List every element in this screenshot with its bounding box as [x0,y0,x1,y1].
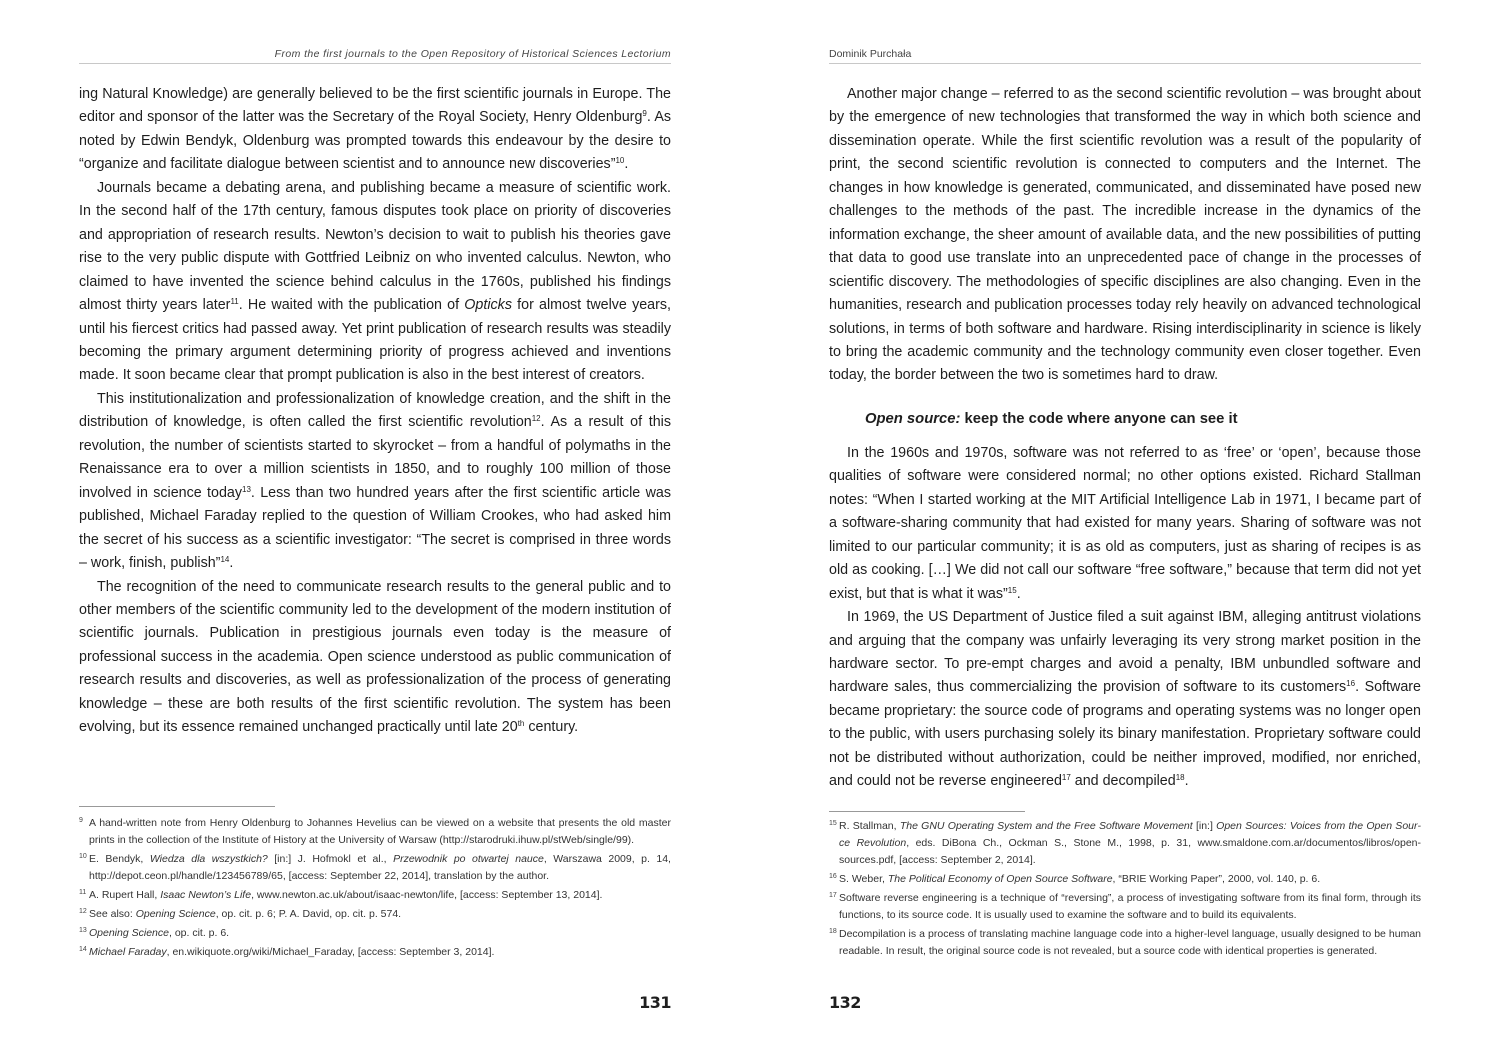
footnote-marker: 15 [1007,585,1017,595]
footnote-number: 16 [829,873,837,880]
paragraph-group [829,83,1421,388]
footnote-marker: 10 [615,156,625,166]
text-run: . As a result of this revolution, the number of scientists started to skyrocket – from a handful of polymaths in the Renaissance era to over a million scientists in 1850, and to roughly 100 million of those involved in science today [79,414,672,501]
footnote-number: 14 [79,946,87,953]
text-run: A hand-written note from Henry Oldenburg to Johannes Hevelius can be viewed on a website that presents the old master prints in the collection of the Institute of History at the University of Warsaw (http://starodruki.ihuw.pl/stWeb/single/99). [89,817,671,846]
italic-text: The Political Economy of Open Source Software [887,873,1113,885]
italic-text: Michael Faraday [89,946,167,958]
footnote-number: 17 [829,892,837,899]
footnote-text [839,818,1421,869]
text-run: for almost twelve years, until his fiercest critics had passed away. Yet print publication of research results was steadily becoming the primary argument determining priority of progress achieved and inventions made. It soon became clear that prompt publication is also in the best interest of creators. [79,297,672,384]
italic-text: The GNU Operating System and the Free Software Movement [899,820,1193,832]
text-run: Decompilation is a process of translating machine language code into a higher-level language, usually designed to be human readable. In result, the original source code is not revealed, but a source code with identical properties is generated. [839,928,1421,957]
footnote-number: 13 [79,927,87,934]
italic-text: Isaac Newton’s Life [160,889,252,901]
footnote-number: 10 [79,853,87,860]
footnote-text [839,926,1421,960]
italic-text: Opticks [464,297,512,314]
footnote [79,944,671,961]
body-text [829,83,1421,794]
section-heading-text: keep the code where anyone can see it [960,410,1238,427]
footnote-number: 11 [79,889,87,896]
text-run: Another major change – referred to as the second scientific revolution – was brought about by the emergence of new technologies that transformed the way in which both science and dissemination operate. While the first scientific revolution was a result of the popularity of print, the second scientific revolution is connected to computers and the Internet. The changes in how knowledge is generated, communicated, and disseminated have posed new challenges to the methods of the past. The incredible increase in the dynamics of the information exchange, the sheer amount of available data, and the new possibilities of putting that data to good use translate into an unprecedented pace of change in the processes of scientific discovery. The methodologies of specific disciplines are also changing. Even in the humanities, research and publication processes today rely heavily on advanced technological solutions, in terms of both software and hardware. Rising interdisciplinarity in science is likely to bring the academic community and the technology community even closer together. Even today, the border between the two is sometimes hard to draw. [829,86,1421,384]
text-run: . As noted by Edwin Bendyk, Oldenburg was prompted towards this endeavour by the desire to “organize and facilitate dialogue between scientist and to announce new discoveries” [79,109,671,173]
footnotes [829,818,1421,962]
text-run: S. Weber, [839,873,888,885]
footnote-number: 9 [79,817,83,824]
text-run: Software reverse engineering is a technique of “reversing”, a process of investigating software from its final form, through its functions, to its source code. It is usually used to examine the software and to build its equivalents. [839,892,1421,921]
paragraph [829,442,1421,606]
footnote-number: 15 [829,820,837,827]
text-run: . [1184,773,1189,790]
text-run: In the 1960s and 1970s, software was not referred to as ‘free’ or ‘open’, because those qualities of software were considered normal; no other options existed. Richard Stallman notes: “When I started working at the MIT Artificial Intelligence Lab in 1971, I became part of a software-sharing community that had existed for many years. Sharing of software was not limited to our particular community; it is as old as computers, just as sharing of recipes is as old as cooking. […] We did not call our software “free software,” because that term did not yet exist, but that is what it was” [829,444,1421,602]
text-run: , en.wikiquote.org/wiki/Michael_Faraday, [access: September 3, 2014]. [166,946,495,958]
text-run: . [624,156,629,173]
footnote-text [839,890,1421,924]
footnote-text [89,851,671,885]
footnote [79,925,671,942]
page-number: 132 [829,993,861,1012]
text-run: , Warszawa 2009, p. 14, http://depot.ceon.pl/handle/123456789/65, [access: September 22, 2014], translation by the author. [89,853,671,882]
text-run: A. Rupert Hall, [89,889,161,901]
footnote-number: 12 [79,908,87,915]
footnote-text [839,871,1421,888]
paragraph [829,83,1421,388]
text-run: [in:] J. Hofmokl et al., [267,853,394,865]
italic-text: Opening Science [135,908,216,920]
page-number: 131 [639,993,671,1012]
text-run: and decompiled [1070,773,1176,790]
section-heading [865,408,1421,430]
footnote-marker: 16 [1346,679,1356,689]
paragraph [79,388,671,576]
text-run: , “BRIE Working Paper”, 2000, vol. 140, p. 6. [1112,873,1321,885]
italic-text: Przewodnik po otwartej nauce [393,853,544,865]
paragraph [829,606,1421,794]
paragraph [79,83,671,177]
text-run: , www.newton.ac.uk/about/isaac-newton/life, [access: September 13, 2014]. [251,889,603,901]
text-run: The recognition of the need to communicate research results to the general public and to other members of the scientific community led to the development of the modern institution of scientific journals. Publication in prestigious journals even today is the measure of professional success in the academia. Open science understood as public communication of research results and discoveries, as well as professionalization of the process of generating knowledge – these are both results of the first scientific revolution. The system has been evolving, but its essence remained unchanged practically until late 20 [79,578,671,736]
footnote [829,890,1421,924]
footnote-separator [79,806,275,807]
footnote [79,887,671,904]
italic-text: Opening Science [89,927,169,939]
footnote [829,871,1421,888]
footnote-marker: 13 [242,484,251,494]
footnote [79,851,671,885]
paragraph-group [829,442,1421,794]
footnote-marker: th [517,719,525,729]
text-run: century. [524,719,579,736]
footnote-marker: 11 [230,297,239,307]
footnote [79,815,671,849]
footnote-marker: 18 [1175,773,1185,783]
footnote-text [89,906,671,923]
text-run: . Less than two hundred years after the first scientific article was published, Michael Faraday replied to the question of William Crookes, who had asked him the secret of his success as a scientific investigator: “The secret is comprised in three words – work, finish, publish” [79,484,671,572]
text-run: , op. cit. p. 6. [168,927,230,939]
body-text [79,83,671,740]
text-run: See also: [89,908,136,920]
left-page [79,0,671,1062]
footnote-text [89,925,671,942]
footnote-number: 18 [829,928,837,935]
text-run: ing Natural Knowledge) are generally believed to be the first scientific journals in Europe. The editor and sponsor of the latter was the Secretary of the Royal Society, Henry Oldenburg [79,86,671,126]
text-run: Journals became a debating arena, and publishing became a measure of scientific work. In the second half of the 17th century, famous disputes took place on priority of discoveries and appropriation of research results. Newton’s decision to wait to publish his theories gave rise to the very public dispute with Gottfried Leibniz on who invented calculus. Newton, who claimed to have invented the science behind calculus in the 1760s, published his findings almost thirty years later [79,179,671,314]
paragraph [79,576,671,740]
footnote [79,906,671,923]
italic-text: Wiedza dla wszystkich? [149,853,268,865]
footnote-text [89,887,671,904]
footnote-marker: 17 [1061,773,1071,783]
paragraph [79,177,671,388]
running-header: Dominik Purchała [829,48,1421,64]
text-run: , op. cit. p. 6; P. A. David, op. cit. p. 574. [215,908,402,920]
italic-text: Open Sources: Voices from the Open Source Revolution [839,820,1421,849]
text-run: . He waited with the publication of [238,297,465,314]
footnotes [79,815,671,963]
text-run: This institutionalization and professionalization of knowledge creation, and the shift in the distribution of knowledge, is often called the first scientific revolution [79,390,671,431]
text-run: . [229,555,234,572]
footnote-marker: 12 [531,414,541,424]
right-page [829,0,1421,1062]
footnote-text [89,815,671,849]
footnote-marker: 14 [220,555,230,565]
running-header: From the first journals to the Open Repository of Historical Sciences Lectorium [79,48,671,64]
footnote-separator [829,811,1025,812]
footnote [829,926,1421,960]
text-run: In 1969, the US Department of Justice filed a suit against IBM, alleging antitrust violations and arguing that the company was unfairly leveraging its very strong market position in the hardware sector. To pre-empt charges and avoid a penalty, IBM unbundled software and hardware sales, thus commercializing the provision of software to its customers [829,609,1421,696]
section-heading-emphasis: Open source: [865,410,961,427]
text-run: [in:] [1192,820,1217,832]
text-run: . [1016,585,1021,602]
text-run: R. Stallman, [839,820,900,832]
footnote-marker: 9 [642,109,647,119]
text-run: , eds. DiBona Ch., Ockman S., Stone M., 1998, p. 31, www.smaldone.com.ar/documentos/libros/opensources.pdf, [access: September 2, 2014]. [839,837,1421,866]
text-run: E. Bendyk, [89,853,150,865]
footnote [829,818,1421,869]
footnote-text [89,944,671,961]
text-run: . Software became proprietary: the source code of programs and operating systems was no longer open to the public, with users purchasing solely its binary manifestation. Proprietary software could not be distributed without authorization, could be neither improved, modified, nor enriched, and could not be reverse engineered [829,679,1422,790]
